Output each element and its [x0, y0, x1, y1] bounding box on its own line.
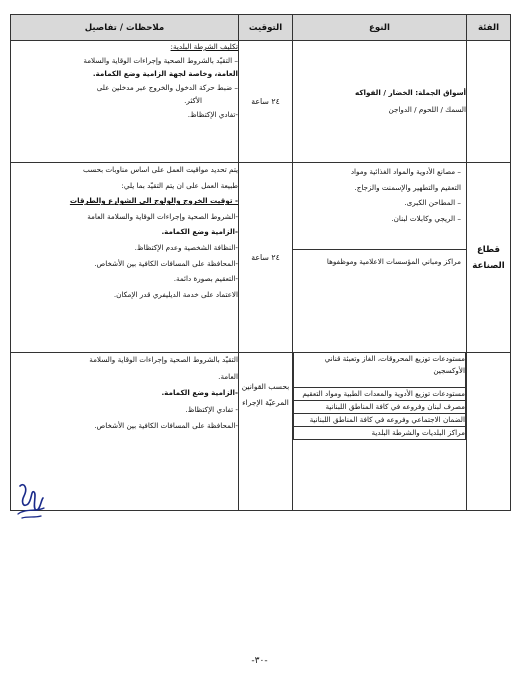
header-category: الفئة [467, 15, 511, 41]
table-header-row [11, 15, 511, 41]
note-line: - تفادي الإكتظاظ. [185, 404, 238, 414]
table-row [11, 163, 511, 353]
list-item: مراكز البلديات والشرطة البلدية [294, 427, 466, 440]
facilities-list [293, 353, 466, 440]
note-line: -المحافظة على المسافات الكافية بين الأشخاص. [94, 258, 238, 268]
regulations-table [10, 14, 511, 511]
note-line: العامة. [218, 371, 238, 381]
notes-cell [11, 41, 239, 163]
note-line: الاعتماد على خدمة الديليفري قدر الإمكان. [113, 289, 238, 299]
note-line: -الزامية وضع الكمامة. [161, 227, 238, 237]
notes-cell [11, 163, 239, 353]
category-cell-empty [467, 41, 511, 163]
note-line: طبيعة العمل على ان يتم التقيّد بما يلي: [121, 180, 238, 190]
list-item: – المطاحن الكبرى. [404, 198, 461, 207]
header-timing: التوقيت [239, 15, 293, 41]
category-cell: قطاع الصناعة [467, 163, 511, 353]
note-line: -الزامية وضع الكمامة. [161, 388, 238, 397]
table-row [11, 353, 511, 511]
type-line: أسواق الجملة: الخضار / الفواكه [355, 87, 466, 97]
category-cell-empty [467, 353, 511, 511]
list-item: – مصانع الأدوية والمواد الغذائية ومواد [350, 167, 461, 176]
list-item: التعقيم والتطهير والإسمنت والزجاج. [354, 182, 461, 192]
timing-cell: بحسب القوانين المرعيّة الإجراء [239, 353, 293, 511]
note-line: يتم تحديد مواقيت العمل على اساس مناوبات بحسب [83, 165, 238, 174]
type-cell [293, 163, 467, 353]
type-cell [293, 353, 467, 511]
note-line: تكليف الشرطة البلدية: [170, 42, 238, 51]
list-item: مستودعات توزيع الأدوية والمعدات الطبية ومواد التعقيم [294, 388, 466, 401]
note-line: – التقيّد بالشروط الصحية وإجراءات الوقاية والسلامة [83, 55, 238, 65]
timing-cell: ٢٤ ساعة [239, 41, 293, 163]
header-type: النوع [293, 15, 467, 41]
note-line: – ضبط حركة الدخول والخروج عبر مدخلين على [96, 82, 238, 92]
type-line: السمك / اللحوم / الدواجن [388, 104, 466, 114]
signature-icon [14, 478, 48, 522]
list-item: – الريجي وكابلات لبنان. [391, 213, 461, 223]
note-line: -المحافظة على المسافات الكافية بين الأشخاص. [94, 421, 238, 430]
note-line: -تفادي الإكتظاظ. [187, 109, 238, 119]
note-line: العامة، وخاصة لجهة الزامية وضع الكمامة. [92, 69, 238, 78]
media-item: مراكز ومباني المؤسسات الاعلامية وموظفوها [326, 257, 461, 266]
note-line: التقيّد بالشروط الصحية وإجراءات الوقاية والسلامة [89, 355, 238, 364]
note-line: -النظافة الشخصية وعدم الإكتظاظ. [134, 242, 238, 252]
type-cell [293, 41, 467, 163]
list-item: الضمان الاجتماعي وفروعه في كافة المناطق اللبنانية [294, 414, 466, 427]
note-line: الأكثر. [184, 96, 202, 105]
industry-list [293, 163, 466, 250]
note-line: - توقيت الخروج والولوج الى الشوارع والطرقات [69, 196, 238, 206]
header-notes: ملاحظات / تفاصيل [11, 15, 239, 41]
list-item: مستودعات توزيع المحروقات، الغاز وتعبئة قناني الأوكسجين [294, 353, 466, 388]
timing-cell: ٢٤ ساعة [239, 163, 293, 353]
list-item: مصرف لبنان وفروعه في كافة المناطق اللبنانية [294, 401, 466, 414]
table-row [11, 41, 511, 163]
note-line: -التعقيم بصورة دائمة. [173, 274, 238, 284]
page-number: -٣٠- [251, 656, 268, 666]
note-line: -الشروط الصحية وإجراءات الوقاية والسلامة العامة [87, 211, 238, 221]
